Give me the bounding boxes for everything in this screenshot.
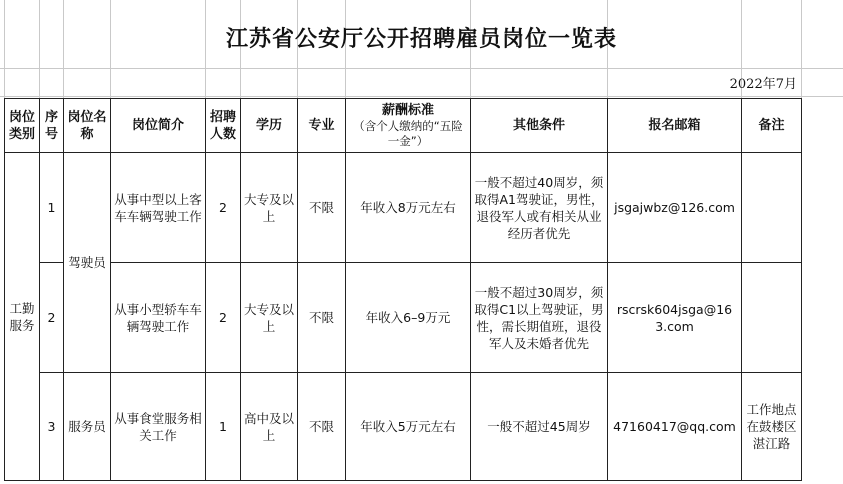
row-salary: 年收入6–9万元 — [346, 263, 471, 373]
header-salary-main: 薪酬标准 — [381, 103, 434, 118]
row-count: 2 — [206, 153, 241, 263]
header-index: 序号 — [40, 99, 64, 153]
row-remarks — [742, 153, 802, 263]
row-major: 不限 — [298, 373, 346, 481]
row-education: 大专及以上 — [241, 263, 298, 373]
header-remarks: 备注 — [742, 99, 802, 153]
row-index: 1 — [40, 153, 64, 263]
header-major: 专业 — [298, 99, 346, 153]
row-salary: 年收入5万元左右 — [346, 373, 471, 481]
row-conditions: 一般不超过40周岁，须取得A1驾驶证，男性，退役军人或有相关从业经历者优先 — [471, 153, 608, 263]
row-remarks — [742, 263, 802, 373]
row-education: 高中及以上 — [241, 373, 298, 481]
row-description: 从事小型轿车车辆驾驶工作 — [111, 263, 206, 373]
category-cell: 工勤服务 — [5, 153, 40, 481]
header-count: 招聘人数 — [206, 99, 241, 153]
table-title: 江苏省公安厅公开招聘雇员岗位一览表 — [225, 25, 617, 52]
gridline — [0, 96, 843, 97]
header-description: 岗位简介 — [111, 99, 206, 153]
header-position: 岗位名称 — [64, 99, 111, 153]
header-salary-sub: （含个人缴纳的“五险一金”） — [353, 119, 463, 148]
row-major: 不限 — [298, 263, 346, 373]
table-row — [5, 263, 802, 373]
row-count: 1 — [206, 373, 241, 481]
row-description: 从事中型以上客车车辆驾驶工作 — [111, 153, 206, 263]
table-date: 2022年7月 — [729, 76, 797, 92]
position-cell: 驾驶员 — [64, 153, 111, 373]
position-cell: 服务员 — [64, 373, 111, 481]
header-email: 报名邮箱 — [608, 99, 742, 153]
row-salary: 年收入8万元左右 — [346, 153, 471, 263]
row-remarks: 工作地点在鼓楼区湛江路 — [742, 373, 802, 481]
row-conditions: 一般不超过30周岁，须取得C1以上驾驶证，男性，需长期值班，退役军人及未婚者优先 — [471, 263, 608, 373]
gridline — [0, 68, 843, 69]
row-count: 2 — [206, 263, 241, 373]
row-description: 从事食堂服务相关工作 — [111, 373, 206, 481]
row-email: jsgajwbz@126.com — [608, 153, 742, 263]
row-email: rscrsk604jsga@163.com — [608, 263, 742, 373]
row-education: 大专及以上 — [241, 153, 298, 263]
row-conditions: 一般不超过45周岁 — [471, 373, 608, 481]
header-row — [5, 99, 802, 153]
row-email: 47160417@qq.com — [608, 373, 742, 481]
table-row — [5, 153, 802, 263]
row-index: 2 — [40, 263, 64, 373]
header-conditions: 其他条件 — [471, 99, 608, 153]
table-row — [5, 373, 802, 481]
header-salary — [346, 99, 471, 153]
header-category: 岗位类别 — [5, 99, 40, 153]
header-education: 学历 — [241, 99, 298, 153]
row-major: 不限 — [298, 153, 346, 263]
row-index: 3 — [40, 373, 64, 481]
positions-table — [4, 98, 802, 481]
